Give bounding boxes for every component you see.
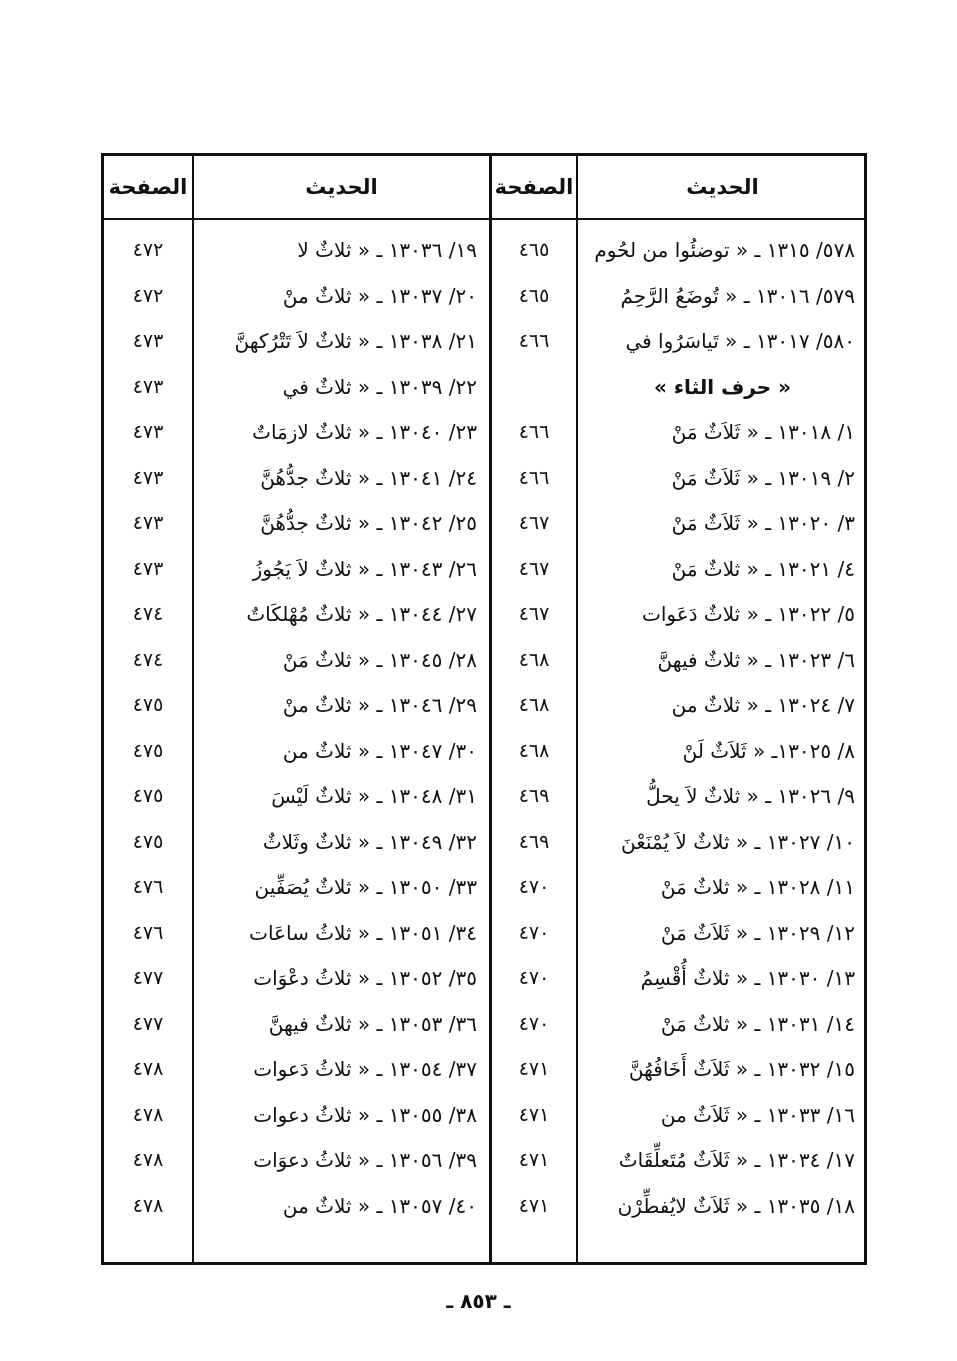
hadith-entry: ١٤/ ١٣٠٣١ ـ « ثلاثٌ مَنْ (660, 1011, 855, 1036)
right-hadith-header: الحديث (686, 175, 759, 199)
hadith-entry: ٣٠/ ١٣٠٤٧ ـ « ثلاثٌ من (282, 738, 477, 763)
hadith-entry: ١١/ ١٣٠٢٨ ـ « ثلاثٌ مَنْ (660, 875, 855, 899)
hadith-entry: ٦/ ١٣٠٢٣ ـ « ثلاثٌ فيهنَّ (657, 647, 855, 672)
hadith-entry: ٤/ ١٣٠٢١ ـ « ثلاثٌ مَنْ (671, 556, 855, 581)
page-ref: ٤٧٠ (518, 967, 550, 989)
page-ref: ٤٧٨ (132, 1149, 164, 1171)
left-page-header: الصفحة (108, 175, 188, 199)
page-ref: ٤٦٨ (518, 694, 550, 716)
hadith-entry: ٢/ ١٣٠١٩ ـ « ثَلاَثٌ مَنْ (671, 465, 855, 490)
page-ref: ٤٧٣ (132, 421, 164, 443)
header-divider (104, 218, 864, 220)
page-ref: ٤٧٢ (132, 239, 164, 261)
hadith-entry: ٢٧/ ١٣٠٤٤ ـ « ثلاثٌ مُهْلكَاتٌ (246, 602, 477, 626)
hadith-entry: ١٧/ ١٣٠٣٤ ـ « ثَلاَثٌ مُتَعلِّقَاتٌ (618, 1148, 855, 1172)
page-ref: ٤٧٠ (518, 876, 550, 898)
right-hadith-column (578, 228, 867, 1229)
hadith-entry: ٣٥/ ١٣٠٥٢ ـ « ثلاثُ دعْوَات (253, 966, 477, 990)
hadith-entry: ٢١/ ١٣٠٣٨ ـ « ثلاثٌ لاَ تَتْرُكهنَّ (234, 329, 477, 353)
page-ref: ٤٧٤ (132, 648, 164, 671)
page-ref: ٤٦٩ (518, 830, 550, 853)
page-ref: ٤٦٨ (518, 739, 550, 762)
page-ref: ٤٦٩ (518, 785, 550, 807)
page-ref: ٤٧٠ (518, 921, 550, 944)
hadith-entry: ٤٠/ ١٣٠٥٧ ـ « ثلاثٌ من (282, 1193, 477, 1218)
page-ref: ٤٦٦ (518, 330, 550, 352)
page-ref: ٤٧٣ (132, 466, 164, 489)
hadith-entry: ١٠/ ١٣٠٢٧ ـ « ثلاثٌ لاَ يُمْنَعْنَ (621, 829, 855, 854)
page-ref: ٤٦٨ (518, 648, 550, 671)
hadith-entry: ٩/ ١٣٠٢٦ ـ « ثلاثٌ لاَ يحلُّ (646, 784, 855, 808)
page-ref: ٤٧٠ (518, 1012, 550, 1035)
page-ref: ٤٧٦ (132, 921, 164, 944)
page-ref: ٤٧٨ (132, 1194, 164, 1217)
page-ref: ٤٦٧ (518, 512, 550, 534)
page-ref: ٤٧٦ (132, 876, 164, 898)
page-ref: ٤٧٧ (132, 1012, 164, 1035)
page-ref: ٤٧٤ (132, 603, 164, 625)
page-ref: ٤٧١ (518, 1149, 550, 1171)
page-ref: ٤٦٧ (518, 557, 550, 580)
left-hadith-column (194, 228, 489, 1229)
page-ref: ٤٧١ (518, 1058, 550, 1080)
hadith-entry: ٢٠/ ١٣٠٣٧ ـ « ثلاثٌ منْ (282, 283, 477, 308)
page-ref: ٤٦٦ (518, 421, 550, 443)
hadith-entry: ٢٢/ ١٣٠٣٩ ـ « ثلاثٌ في (282, 374, 477, 399)
hadith-entry: ١٣/ ١٣٠٣٠ ـ « ثلاثٌ أُقْسِمُ (640, 966, 855, 990)
hadith-entry: ٣/ ١٣٠٢٠ ـ « ثَلاَثٌ مَنْ (671, 511, 855, 535)
hadith-entry: ١٩/ ١٣٠٣٦ ـ « ثلاثٌ لا (297, 238, 477, 262)
page-ref: ٤٧٣ (132, 557, 164, 580)
hadith-entry: ٥٨٠/ ١٣٠١٧ ـ « تَياسَرُوا في (625, 329, 855, 353)
hadith-entry: ٢٥/ ١٣٠٤٢ ـ « ثلاثٌ جدُّهُنَّ (260, 511, 477, 535)
page-ref: ٤٧٥ (132, 739, 164, 762)
hadith-entry: ٣٣/ ١٣٠٥٠ ـ « ثلاثٌ يُصَفِّين (254, 875, 477, 899)
page-ref: ٤٦٧ (518, 603, 550, 625)
hadith-entry: ٣٦/ ١٣٠٥٣ ـ « ثلاثٌ فيهنَّ (268, 1011, 477, 1036)
index-table (101, 153, 867, 1265)
page-ref: ٤٧٢ (132, 284, 164, 307)
page-ref: ٤٧٥ (132, 694, 164, 716)
section-heading: « حرف الثاء » (653, 374, 792, 399)
page-ref: ٤٦٥ (518, 284, 550, 307)
page-ref: ٤٦٥ (518, 239, 550, 261)
hadith-entry: ٢٨/ ١٣٠٤٥ ـ « ثلاثٌ مَنْ (282, 647, 477, 672)
page-ref: ٤٧٥ (132, 830, 164, 853)
hadith-entry: ٨/ ١٣٠٢٥ـ « ثَلاَثٌ لَنْ (682, 738, 855, 763)
page-ref: ٤٧١ (518, 1194, 550, 1217)
page-ref: ٤٧٨ (132, 1058, 164, 1080)
page-ref: ٤٧٧ (132, 967, 164, 989)
page-ref: ٤٧٨ (132, 1103, 164, 1126)
page-ref: ٤٦٦ (518, 466, 550, 489)
hadith-entry: ٥٧٩/ ١٣٠١٦ ـ « تُوضَعُ الرَّحِمُ (620, 283, 855, 308)
page-ref: ٤٧٣ (132, 512, 164, 534)
page-ref: ٤٧٣ (132, 375, 164, 398)
hadith-entry: ٢٤/ ١٣٠٤١ ـ « ثلاثٌ جدُّهُنَّ (260, 465, 477, 490)
hadith-entry: ١٢/ ١٣٠٢٩ ـ « ثَلاَثٌ مَنْ (660, 920, 855, 945)
hadith-entry: ٣٧/ ١٣٠٥٤ ـ « ثلاثُ دَعوات (253, 1057, 477, 1081)
hadith-entry: ٢٦/ ١٣٠٤٣ ـ « ثلاثٌ لاَ يَجُوزُ (252, 556, 477, 581)
page-ref: ٤٧١ (518, 1103, 550, 1126)
hadith-entry: ١/ ١٣٠١٨ ـ « ثَلاَثٌ مَنْ (671, 420, 855, 444)
hadith-entry: ٢٣/ ١٣٠٤٠ ـ « ثلاثٌ لازمَاتٌ (252, 420, 477, 444)
page-ref: ٤٧٣ (132, 330, 164, 352)
hadith-entry: ١٦/ ١٣٠٣٣ ـ « ثَلاَثٌ من (660, 1102, 855, 1127)
left-hadith-header: الحديث (305, 175, 378, 199)
right-page-header: الصفحة (494, 175, 574, 199)
hadith-entry: ٥/ ١٣٠٢٢ ـ « ثلاثٌ دَعَوات (642, 602, 855, 626)
hadith-entry: ١٥/ ١٣٠٣٢ ـ « ثَلاَثٌ أَخَافُهُنَّ (628, 1057, 855, 1081)
hadith-entry: ٣١/ ١٣٠٤٨ ـ « ثلاثٌ لَيْسَ (271, 784, 477, 808)
hadith-entry: ٣٨/ ١٣٠٥٥ ـ « ثلاثُ دعوات (253, 1102, 477, 1127)
page-number: ـ ٨٥٣ ـ (446, 1289, 511, 1313)
hadith-entry: ٣٩/ ١٣٠٥٦ ـ « ثلاثُ دعوَات (253, 1148, 477, 1172)
page-ref (492, 365, 576, 411)
hadith-entry: ٧/ ١٣٠٢٤ ـ « ثلاثٌ من (671, 693, 855, 717)
hadith-entry: ٣٢/ ١٣٠٤٩ ـ « ثلاثٌ وثَلاثٌ (262, 829, 477, 854)
hadith-entry: ٥٧٨/ ١٣١٥ ـ « توضئُوا من لحُوم (594, 238, 855, 262)
left-page-column (104, 228, 192, 1229)
hadith-entry: ٢٩/ ١٣٠٤٦ ـ « ثلاثٌ منْ (282, 693, 477, 717)
page-ref: ٤٧٥ (132, 785, 164, 807)
right-page-column (492, 228, 576, 1229)
hadith-entry: ١٨/ ١٣٠٣٥ ـ « ثَلاَثٌ لايُفطِّرْن (617, 1193, 855, 1218)
hadith-entry: ٣٤/ ١٣٠٥١ ـ « ثلاثُ ساعَات (249, 920, 477, 945)
